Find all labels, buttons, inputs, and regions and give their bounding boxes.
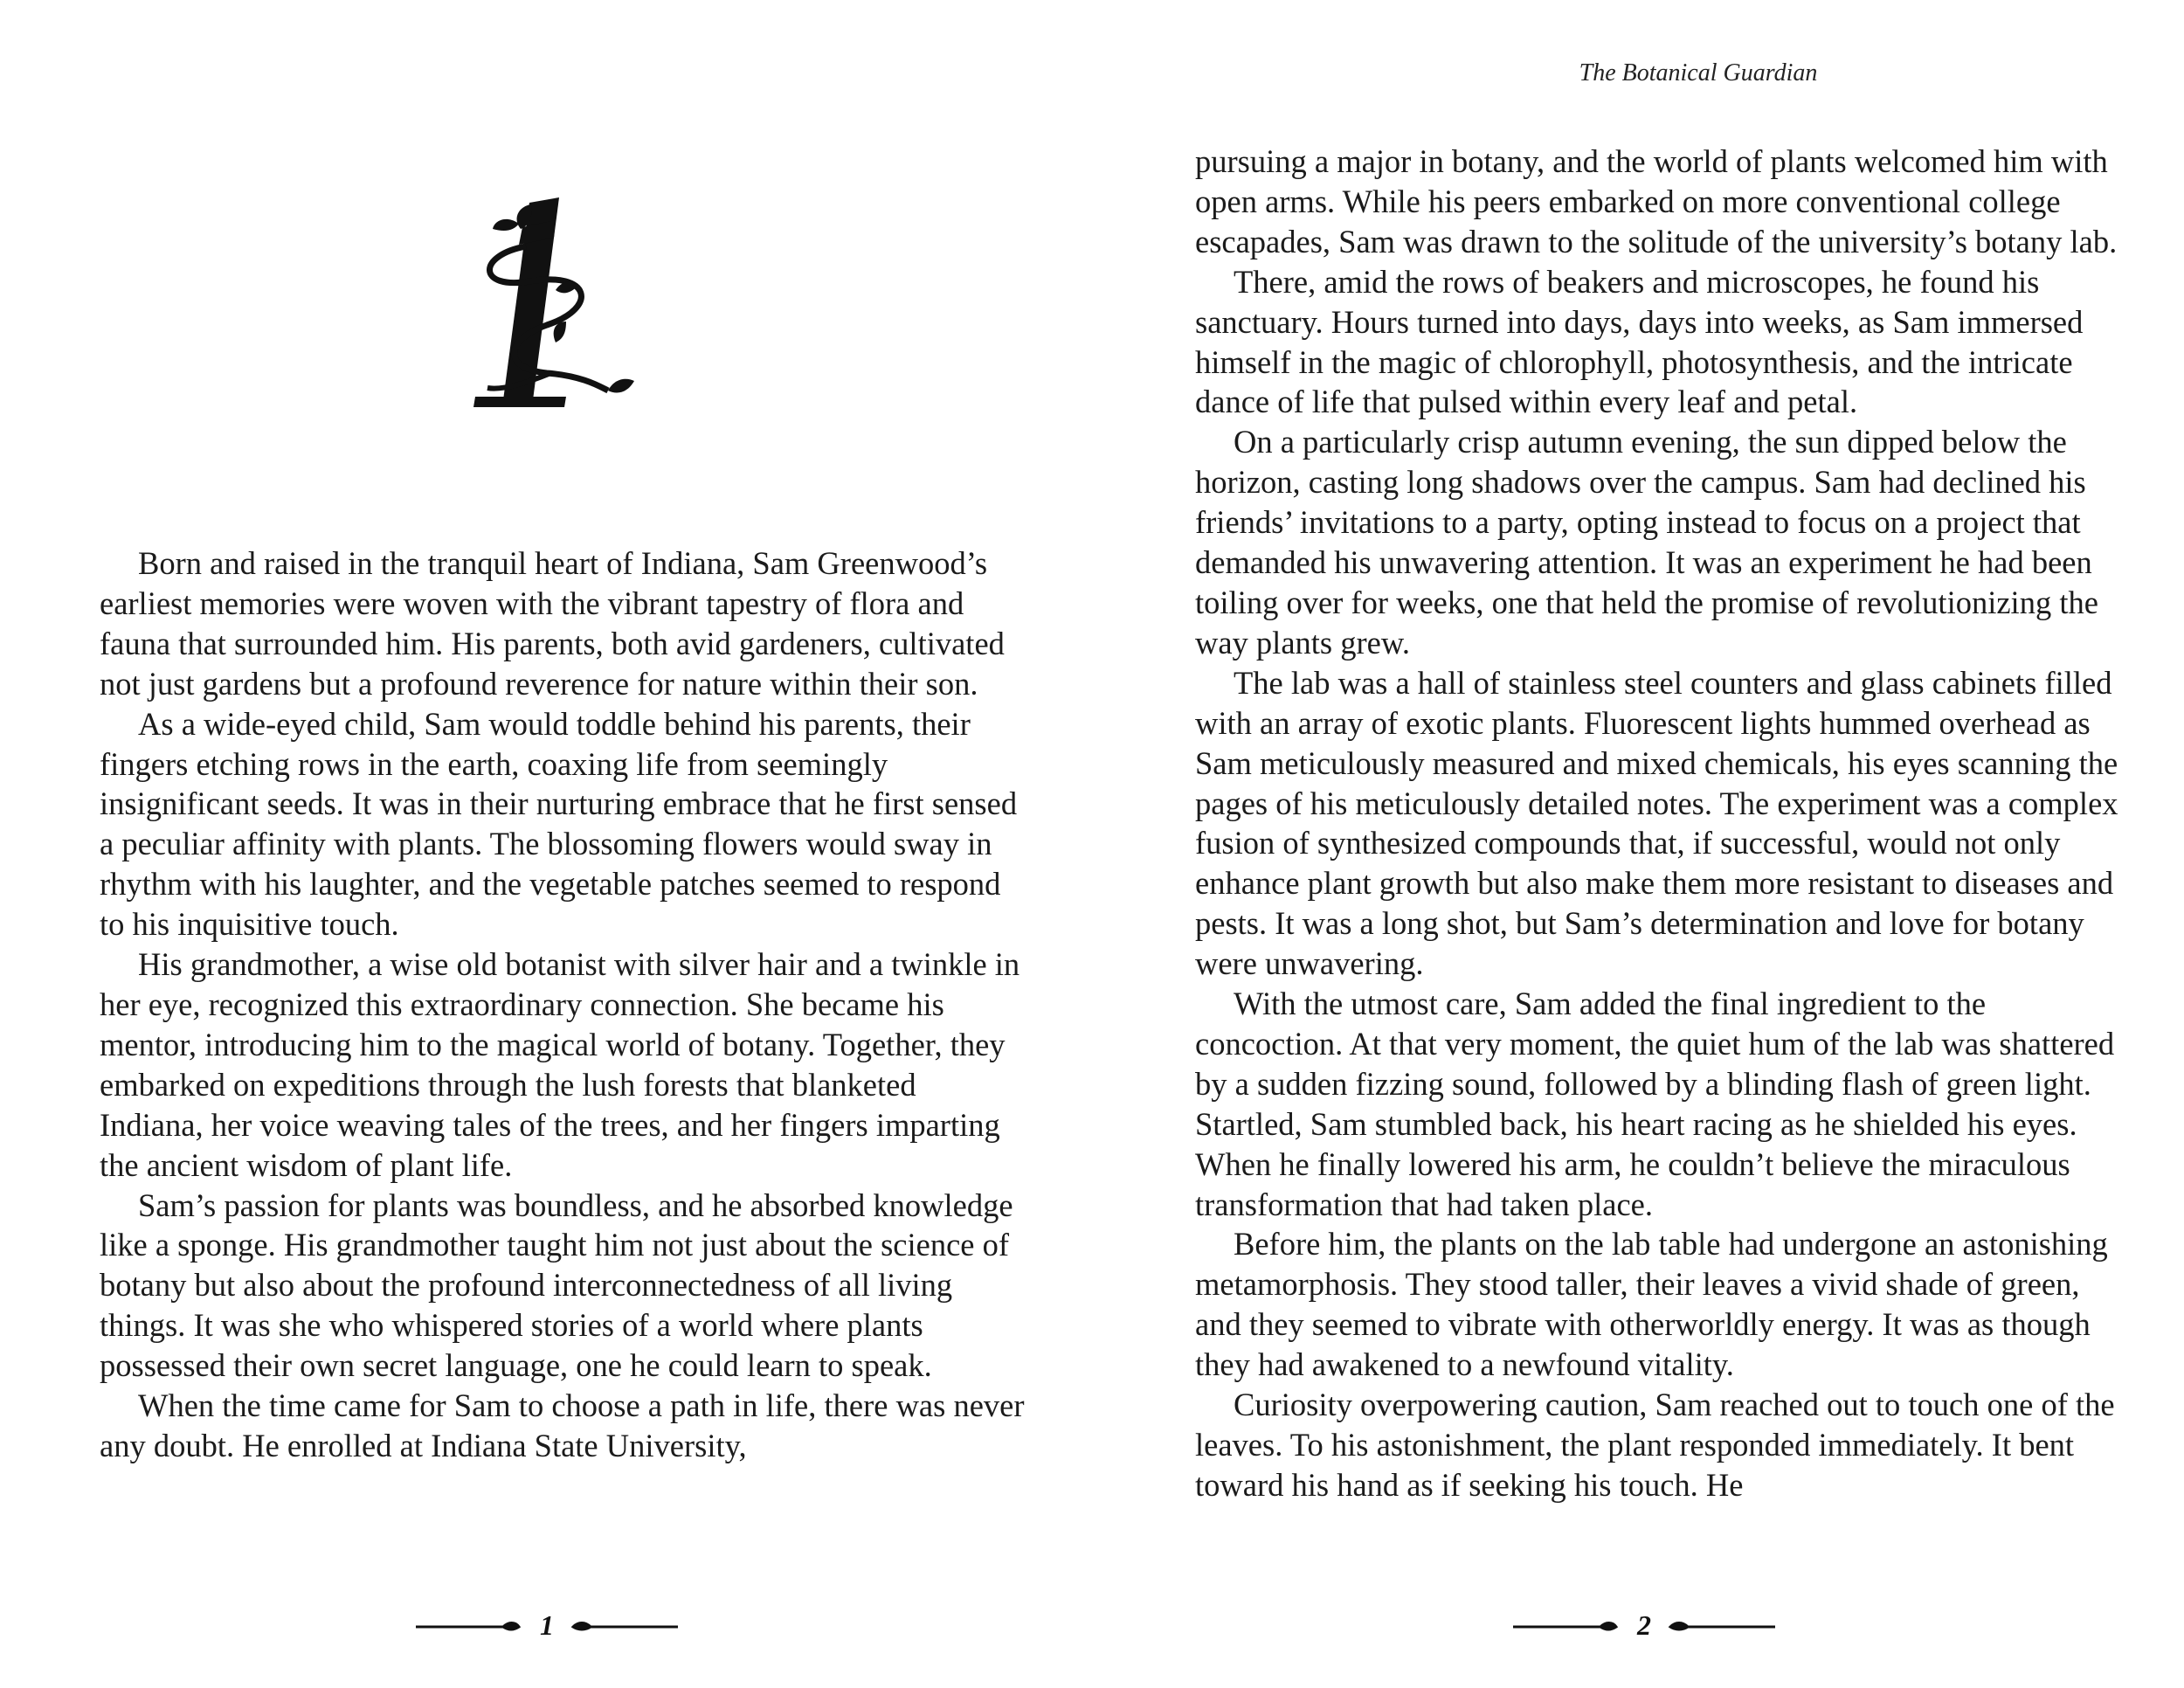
chapter-number-ornament: [468, 194, 634, 412]
page-number-right: [1496, 1608, 1793, 1643]
page-number: 2: [1637, 1609, 1651, 1641]
paragraph: On a particularly crisp autumn evening, the sun dipped below the horizon, casting long shadows over the campus. Sam had declined his friends’ invitations to a party, opting instead to focus on a project that demanded his unwavering attention. It was an experiment he had been toiling over for weeks, one that held the promise of revolutionizing the way plants grew.: [1195, 424, 2098, 661]
paragraph: As a wide-eyed child, Sam would toddle behind his parents, their fingers etching rows in the earth, coaxing life from seemingly insignificant seeds. It was in their nurturing embrace that he first sensed a peculiar affinity with plants. The blossoming flowers would sway in rhythm with his laughter, and the vegetable patches seemed to respond to his inquisitive touch.: [100, 705, 1018, 943]
page-number: 1: [540, 1609, 554, 1641]
left-page-body: [100, 543, 1026, 1466]
paragraph: There, amid the rows of beakers and microscopes, he found his sanctuary. Hours turned into days, days into weeks, as Sam immersed himself in the magic of chlorophyll, photosynthesis, and the intricate dance of life that pulsed within every leaf and petal.: [1195, 263, 2084, 420]
paragraph: Sam’s passion for plants was boundless, and he absorbed knowledge like a sponge. His grandmother taught him not just about the science of botany but also about the profound interconnectedness of all living things. It was she who whispered stories of a world where plants possessed their own secret language, one he could learn to speak.: [100, 1186, 1013, 1384]
paragraph: With the utmost care, Sam added the final ingredient to the concoction. At that very moment, the quiet hum of the lab was shattered by a sudden fizzing sound, followed by a blinding flash of green light. Startled, Sam stumbled back, his heart racing as he shielded his eyes. When he finally lowered his arm, he couldn’t believe the miraculous transformation that had taken place.: [1195, 986, 2115, 1222]
running-head: The Botanical Guardian: [1579, 59, 1818, 86]
vine-wrapped-numeral-icon: [468, 194, 634, 412]
paragraph: His grandmother, a wise old botanist with silver hair and a twinkle in her eye, recognized this extraordinary connection. She became his mentor, introducing him to the magical world of botany. Together, they embarked on expeditions through the lush forests that blanketed Indiana, her voice weaving tales of the trees, and her fingers imparting the ancient wisdom of plant life.: [100, 946, 1020, 1183]
right-page-body: [1195, 142, 2121, 1505]
continued-paragraph: pursuing a major in botany, and the world of plants welcomed him with open arms. While his peers embarked on more conventional college escapades, Sam was drawn to the solitude of the university’s botany lab.: [1195, 143, 2118, 259]
paragraph: The lab was a hall of stainless steel counters and glass cabinets filled with an array of exotic plants. Fluorescent lights hummed overhead as Sam meticulously measured and mixed chemicals, his eyes scanning the pages of his meticulously detailed notes. The experiment was a complex fusion of synthesized compounds that, if successful, would not only enhance plant growth but also make them more resistant to diseases and pests. It was a long shot, but Sam’s determination and love for botany were unwavering.: [1195, 664, 2118, 982]
paragraph: Before him, the plants on the lab table had undergone an astonishing metamorphosis. They stood taller, their leaves a vivid shade of green, and they seemed to vibrate with otherworldly energy. It was as though they had awakened to a newfound vitality.: [1195, 1226, 2108, 1383]
paragraph: Born and raised in the tranquil heart of Indiana, Sam Greenwood’s earliest memories were woven with the vibrant tapestry of flora and fauna that surrounded him. His parents, both avid gardeners, cultivated not just gardens but a profound reverence for nature within their son.: [100, 545, 1005, 702]
paragraph: When the time came for Sam to choose a path in life, there was never any doubt. He enrolled at Indiana State University,: [100, 1387, 1025, 1463]
page-number-left: [398, 1608, 695, 1643]
paragraph: Curiosity overpowering caution, Sam reached out to touch one of the leaves. To his astonishment, the plant responded immediately. It bent toward his hand as if seeking his touch. He: [1195, 1387, 2115, 1503]
